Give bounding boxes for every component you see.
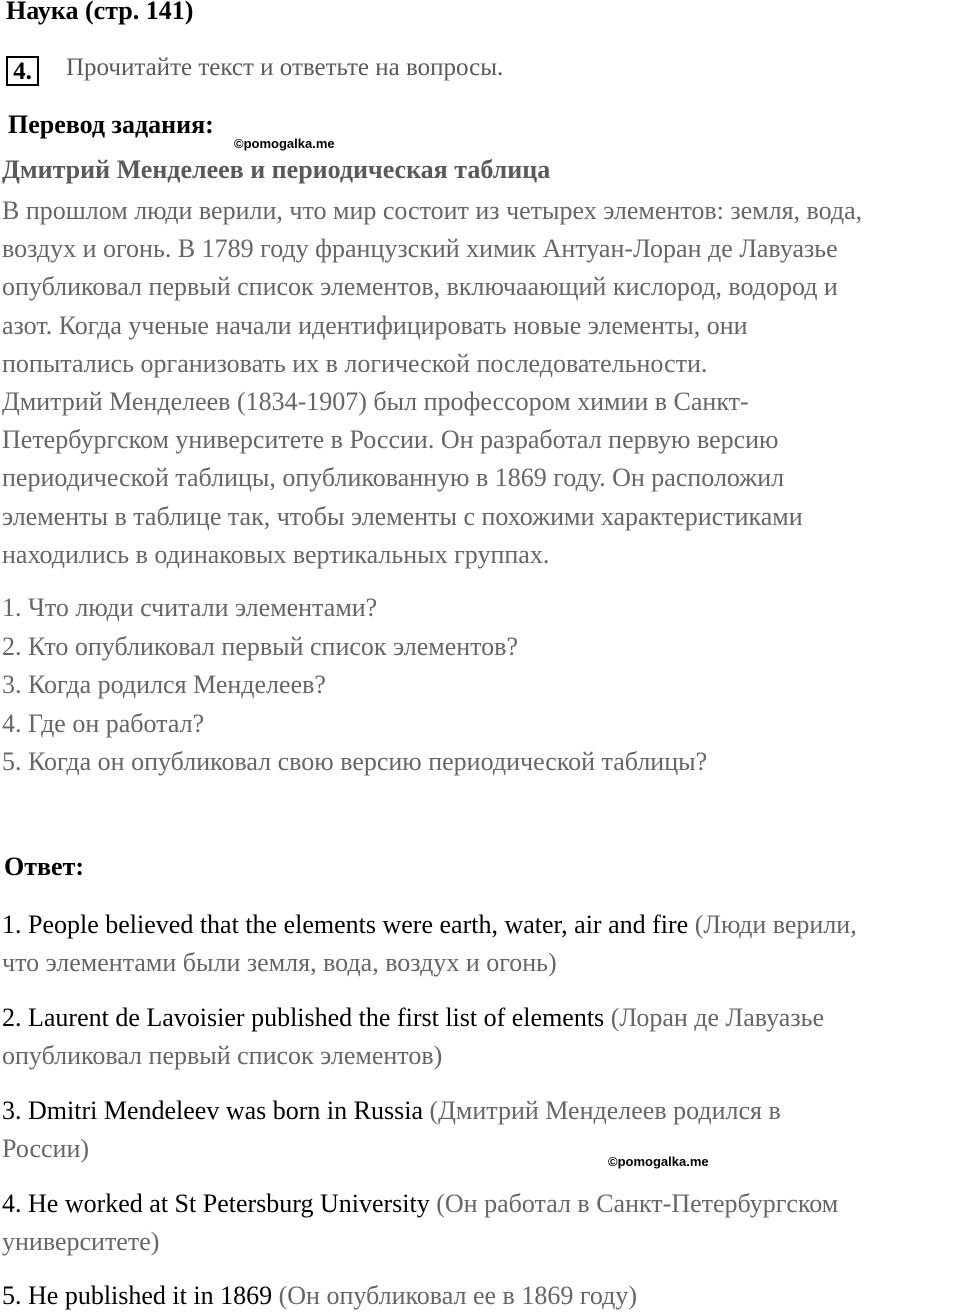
answer-english: 5. He published it in 1869 (2, 1281, 273, 1310)
answer-item (2, 906, 857, 982)
article-line: Дмитрий Менделеев (1834-1907) был профессором химии в Санкт- (2, 387, 749, 417)
article-line: попытались организовать их в логической последовательности. (2, 348, 708, 378)
article-line: Петербургском университете в России. Он разработал первую версию (2, 425, 779, 455)
task-number-box: 4. (6, 56, 39, 86)
answer-russian-continued: что элементами были земля, вода, воздух и огонь) (2, 948, 557, 977)
article-line: опубликовал первый список элементов, включаающий кислород, водород и (2, 272, 838, 302)
answer-english: 4. He worked at St Petersburg University (2, 1189, 430, 1218)
answer-russian-continued: университете) (2, 1227, 160, 1256)
question-item: 2. Кто опубликовал первый список элементов? (2, 631, 519, 661)
answer-item (2, 999, 824, 1075)
article-paragraph (2, 192, 960, 574)
questions-list (2, 589, 707, 782)
answer-russian-continued: опубликовал первый список элементов) (2, 1041, 443, 1070)
question-item: 3. Когда родился Менделеев? (2, 670, 326, 699)
page-title: Наука (стр. 141) (6, 0, 194, 25)
answer-english: 2. Laurent de Lavoisier published the first list of elements (2, 1003, 605, 1032)
answer-english: 3. Dmitri Mendeleev was born in Russia (2, 1096, 423, 1125)
article-line: В прошлом люди верили, что мир состоит из четырех элементов: земля, вода, (2, 196, 863, 225)
answer-russian: (Дмитрий Менделеев родился в (429, 1096, 781, 1125)
question-item: 1. Что люди считали элементами? (2, 593, 378, 622)
translation-heading: Перевод задания: (8, 110, 214, 139)
article-line: элементы в таблице так, чтобы элементы с похожими характеристиками (2, 501, 803, 531)
question-item: 5. Когда он опубликовал свою версию периодической таблицы? (2, 747, 708, 776)
answer-russian: (Он работал в Санкт-Петербургском (436, 1189, 839, 1218)
answer-heading: Ответ: (4, 852, 85, 881)
question-item: 4. Где он работал? (2, 708, 205, 738)
article-line: азот. Когда ученые начали идентифицировать новые элементы, они (2, 310, 748, 340)
watermark-bottom: ©pomogalka.me (608, 1154, 709, 1169)
task-instruction: Прочитайте текст и ответьте на вопросы. (66, 54, 504, 81)
watermark-top: ©pomogalka.me (234, 136, 335, 151)
answer-russian-continued: России) (2, 1134, 90, 1163)
answer-item (2, 1185, 838, 1261)
article-line: находились в одинаковых вертикальных группах. (2, 539, 550, 569)
answer-russian: (Люди верили, (694, 910, 857, 939)
answer-english: 1. People believed that the elements were earth, water, air and fire (2, 910, 689, 939)
article-title: Дмитрий Менделеев и периодическая таблица (2, 155, 551, 184)
article-line: периодической таблицы, опубликованную в 1869 году. Он расположил (2, 463, 785, 493)
answer-russian: (Он опубликовал ее в 1869 году) (278, 1281, 637, 1310)
article-line: воздух и огонь. В 1789 году французский химик Антуан-Лоран де Лавуазье (2, 234, 838, 264)
answer-russian: (Лоран де Лавуазье (610, 1003, 824, 1032)
answer-item (2, 1277, 637, 1315)
